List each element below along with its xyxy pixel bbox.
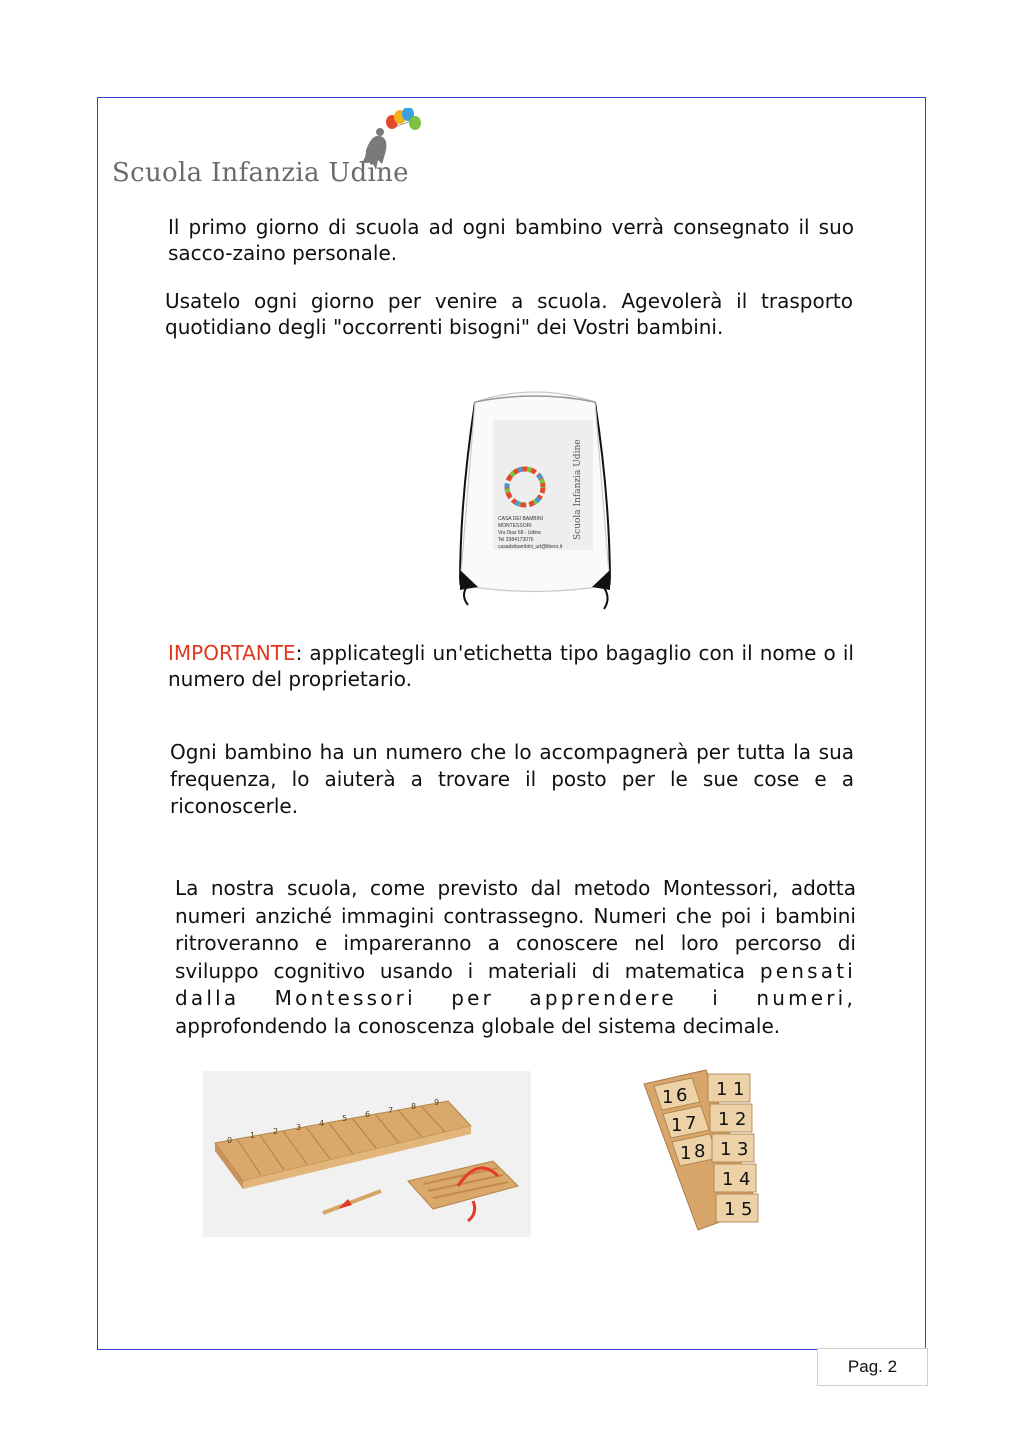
school-name: Scuola Infanzia Udine	[112, 158, 409, 188]
bag-school-name: Scuola Infanzia Udine	[573, 439, 583, 540]
tray-digit-3: 3	[296, 1123, 302, 1132]
bag-line5: casadeibambini_ud@libero.it	[498, 544, 563, 550]
number-tiles-image	[640, 1068, 780, 1238]
tray-digit-9: 9	[434, 1098, 440, 1107]
paragraph-child-number: Ogni bambino ha un numero che lo accompagnerà per tutta la sua frequenza, lo aiuterà a trovare il posto per le sue cose e a riconoscerle.	[170, 740, 854, 818]
bag-line4: Tel 3384173076	[498, 537, 534, 543]
paragraph-montessori	[175, 875, 856, 1040]
spindle-box-image	[203, 1071, 531, 1237]
tile-right-1: 1	[733, 1079, 745, 1100]
bag-line3: Via Diaz 68 - Udine	[498, 530, 541, 536]
svg-text:1: 1	[680, 1143, 692, 1164]
svg-text:1: 1	[724, 1199, 736, 1220]
important-label: IMPORTANTE	[168, 641, 296, 665]
montessori-text-c: approfondendo la conoscenza globale del sistema decimale.	[175, 1013, 781, 1038]
tray-digit-2: 2	[273, 1127, 279, 1136]
paragraph-backpack-intro: Il primo giorno di scuola ad ogni bambino verrà consegnato il suo sacco-zaino personale.	[168, 215, 854, 265]
school-logo	[112, 108, 432, 196]
paragraph-backpack-usage: Usatelo ogni giorno per venire a scuola. Agevolerà il trasporto quotidiano degli "occorrenti bisogni" dei Vostri bambini.	[165, 289, 853, 339]
tray-digit-0: 0	[227, 1136, 233, 1145]
backpack-image	[440, 380, 630, 625]
svg-text:1: 1	[671, 1115, 683, 1136]
tray-digit-8: 8	[411, 1102, 417, 1111]
svg-text:1: 1	[718, 1109, 730, 1130]
tile-left-2: 7	[685, 1113, 697, 1134]
svg-text:1: 1	[716, 1079, 728, 1100]
tray-digit-6: 6	[365, 1110, 371, 1119]
bag-line1: CASA DEI BAMBINI	[498, 516, 544, 522]
montessori-text-b: pensati dalla Montessori per apprendere i numeri,	[175, 958, 856, 1010]
svg-text:1: 1	[720, 1139, 732, 1160]
tile-right-2: 2	[735, 1109, 747, 1130]
tile-right-5: 5	[741, 1199, 753, 1220]
tray-digit-4: 4	[319, 1119, 325, 1128]
tray-digit-7: 7	[388, 1106, 394, 1115]
tile-left-3: 8	[694, 1141, 706, 1162]
svg-text:1: 1	[662, 1087, 674, 1108]
tile-right-4: 4	[739, 1169, 751, 1190]
svg-text:1: 1	[722, 1169, 734, 1190]
montessori-text-a: La nostra scuola, come previsto dal metodo Montessori, adotta numeri anziché immagini contrassegno. Numeri che poi i bambini ritroveranno e impareranno a conoscere nel loro percorso di sviluppo cognitivo usando i materiali di matematica	[175, 876, 856, 983]
tray-digit-1: 1	[250, 1131, 256, 1140]
paragraph-important	[168, 640, 854, 692]
tray-digit-5: 5	[342, 1114, 348, 1123]
important-text: : applicategli un'etichetta tipo bagaglio con il nome o il numero del proprietario.	[168, 641, 854, 691]
bag-line2: MONTESSORI	[498, 523, 532, 529]
page-number	[817, 1348, 928, 1386]
page-number-label: Pag. 2	[847, 1357, 898, 1376]
tile-right-3: 3	[737, 1139, 749, 1160]
tile-left-1: 6	[676, 1085, 688, 1106]
